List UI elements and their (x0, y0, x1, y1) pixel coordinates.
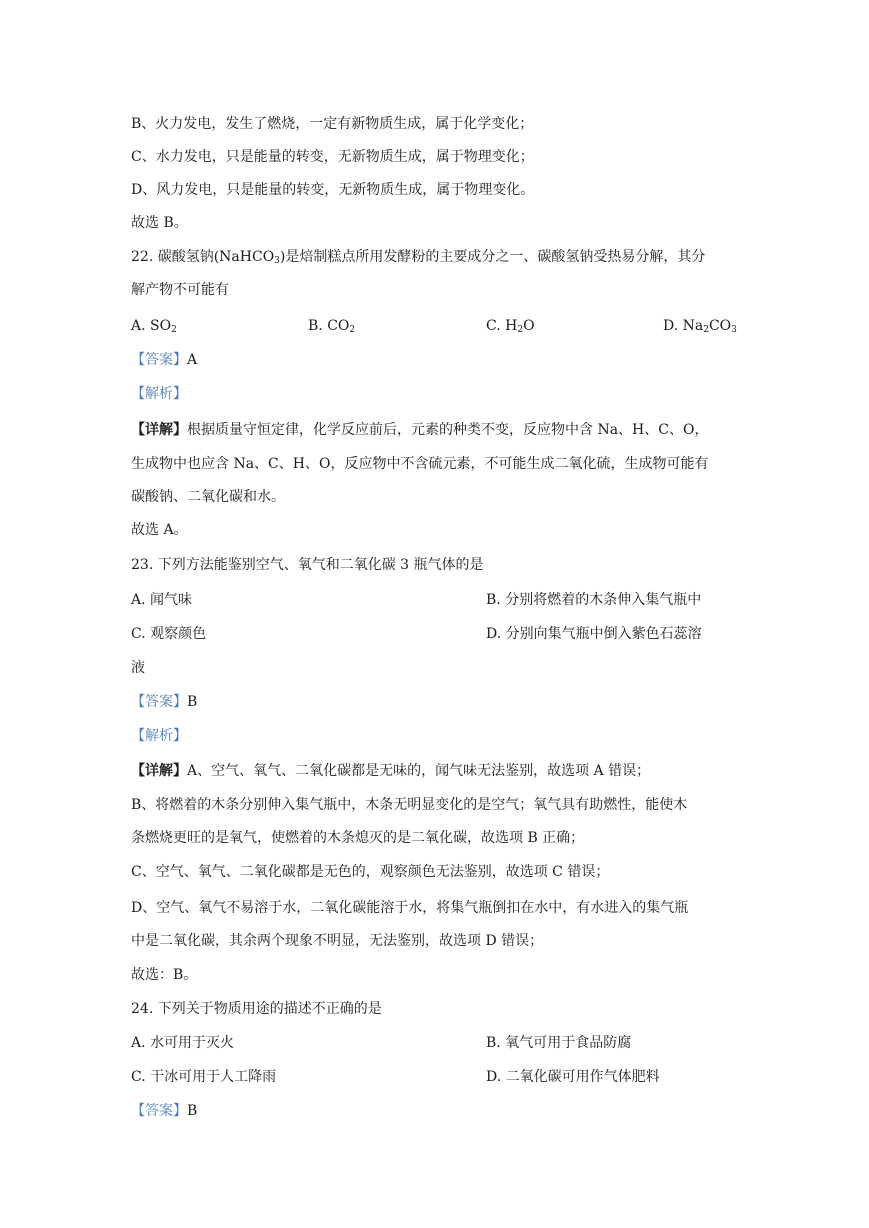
q24-option-a: A. 水可用于灭火 (131, 1035, 235, 1051)
q23-detail-d-line2: 中是二氧化碳，其余两个现象不明显，无法鉴别，故选项 D 错误； (131, 933, 544, 949)
q22-option-a: A. $SO_2$ (131, 318, 177, 335)
q21-option-b-explanation: B、火力发电，发生了燃烧，一定有新物质生成，属于化学变化； (131, 116, 534, 132)
q24-answer: 【答案】B (131, 1103, 198, 1119)
q22-answer: 【答案】A (131, 352, 198, 368)
q22-stem-line1: 22. 碳酸氢钠(NaHCO$_3$)是焙制糕点所用发酵粉的主要成分之一、碳酸氢钠受热易分解，其分 (131, 249, 706, 266)
q21-option-c-explanation: C、水力发电，只是能量的转变，无新物质生成，属于物理变化； (131, 149, 534, 165)
q23-option-d: D. 分别向集气瓶中倒入紫色石蕊溶 (486, 626, 702, 642)
q22-option-c: C. $H_2O$ (486, 318, 535, 335)
detail-tag: 【详解】 (131, 763, 187, 779)
q21-conclusion: 故选 B。 (131, 215, 188, 231)
q24-option-d: D. 二氧化碳可用作气体肥料 (486, 1069, 660, 1085)
answer-tag: 【答案】 (131, 1103, 187, 1119)
q23-detail-b-line1: B、将燃着的木条分别伸入集气瓶中，木条无明显变化的是空气；氧气具有助燃性，能使木 (131, 797, 688, 813)
q23-detail-d-line1: D、空气、氧气不易溶于水，二氧化碳能溶于水，将集气瓶倒扣在水中，有水进入的集气瓶 (131, 900, 689, 916)
q23-option-d-continued: 液 (131, 660, 145, 676)
q23-stem: 23. 下列方法能鉴别空气、氧气和二氧化碳 3 瓶气体的是 (131, 557, 484, 573)
answer-tag: 【答案】 (131, 694, 187, 710)
q22-option-d: D. $Na_2CO_3$ (663, 318, 737, 335)
q23-detail-b-line2: 条燃烧更旺的是氧气，使燃着的木条熄灭的是二氧化碳，故选项 B 正确； (131, 830, 585, 846)
q23-answer: 【答案】B (131, 694, 198, 710)
q24-option-b: B. 氧气可用于食品防腐 (486, 1035, 632, 1051)
q22-option-b: B. $CO_2$ (308, 318, 356, 335)
q23-analysis-heading: 【解析】 (131, 728, 187, 744)
q24-option-c: C. 干冰可用于人工降雨 (131, 1069, 277, 1085)
q23-option-b: B. 分别将燃着的木条伸入集气瓶中 (486, 592, 702, 608)
q22-conclusion: 故选 A。 (131, 522, 188, 538)
q23-option-c: C. 观察颜色 (131, 626, 207, 642)
q23-option-a: A. 闻气味 (131, 592, 193, 608)
q23-detail-c: C、空气、氧气、二氧化碳都是无色的，观察颜色无法鉴别，故选项 C 错误； (131, 864, 610, 880)
answer-tag: 【答案】 (131, 352, 187, 368)
q22-stem-line2: 解产物不可能有 (131, 282, 229, 298)
q22-detail-line2: 生成物中也应含 Na、C、H、O，反应物中不含硫元素，不可能生成二氧化硫，生成物可能有 (131, 456, 709, 472)
q23-detail-a: 【详解】A、空气、氧气、二氧化碳都是无味的，闻气味无法鉴别，故选项 A 错误； (131, 763, 651, 779)
q23-conclusion: 故选：B。 (131, 967, 198, 983)
q21-option-d-explanation: D、风力发电，只是能量的转变，无新物质生成，属于物理变化。 (131, 182, 535, 198)
q22-analysis-heading: 【解析】 (131, 386, 187, 402)
detail-tag: 【详解】 (131, 422, 187, 438)
q24-stem: 24. 下列关于物质用途的描述不正确的是 (131, 1001, 382, 1017)
q22-detail-line1: 【详解】根据质量守恒定律，化学反应前后，元素的种类不变，反应物中含 Na、H、C、O， (131, 422, 709, 438)
q22-detail-line3: 碳酸钠、二氧化碳和水。 (131, 489, 285, 505)
